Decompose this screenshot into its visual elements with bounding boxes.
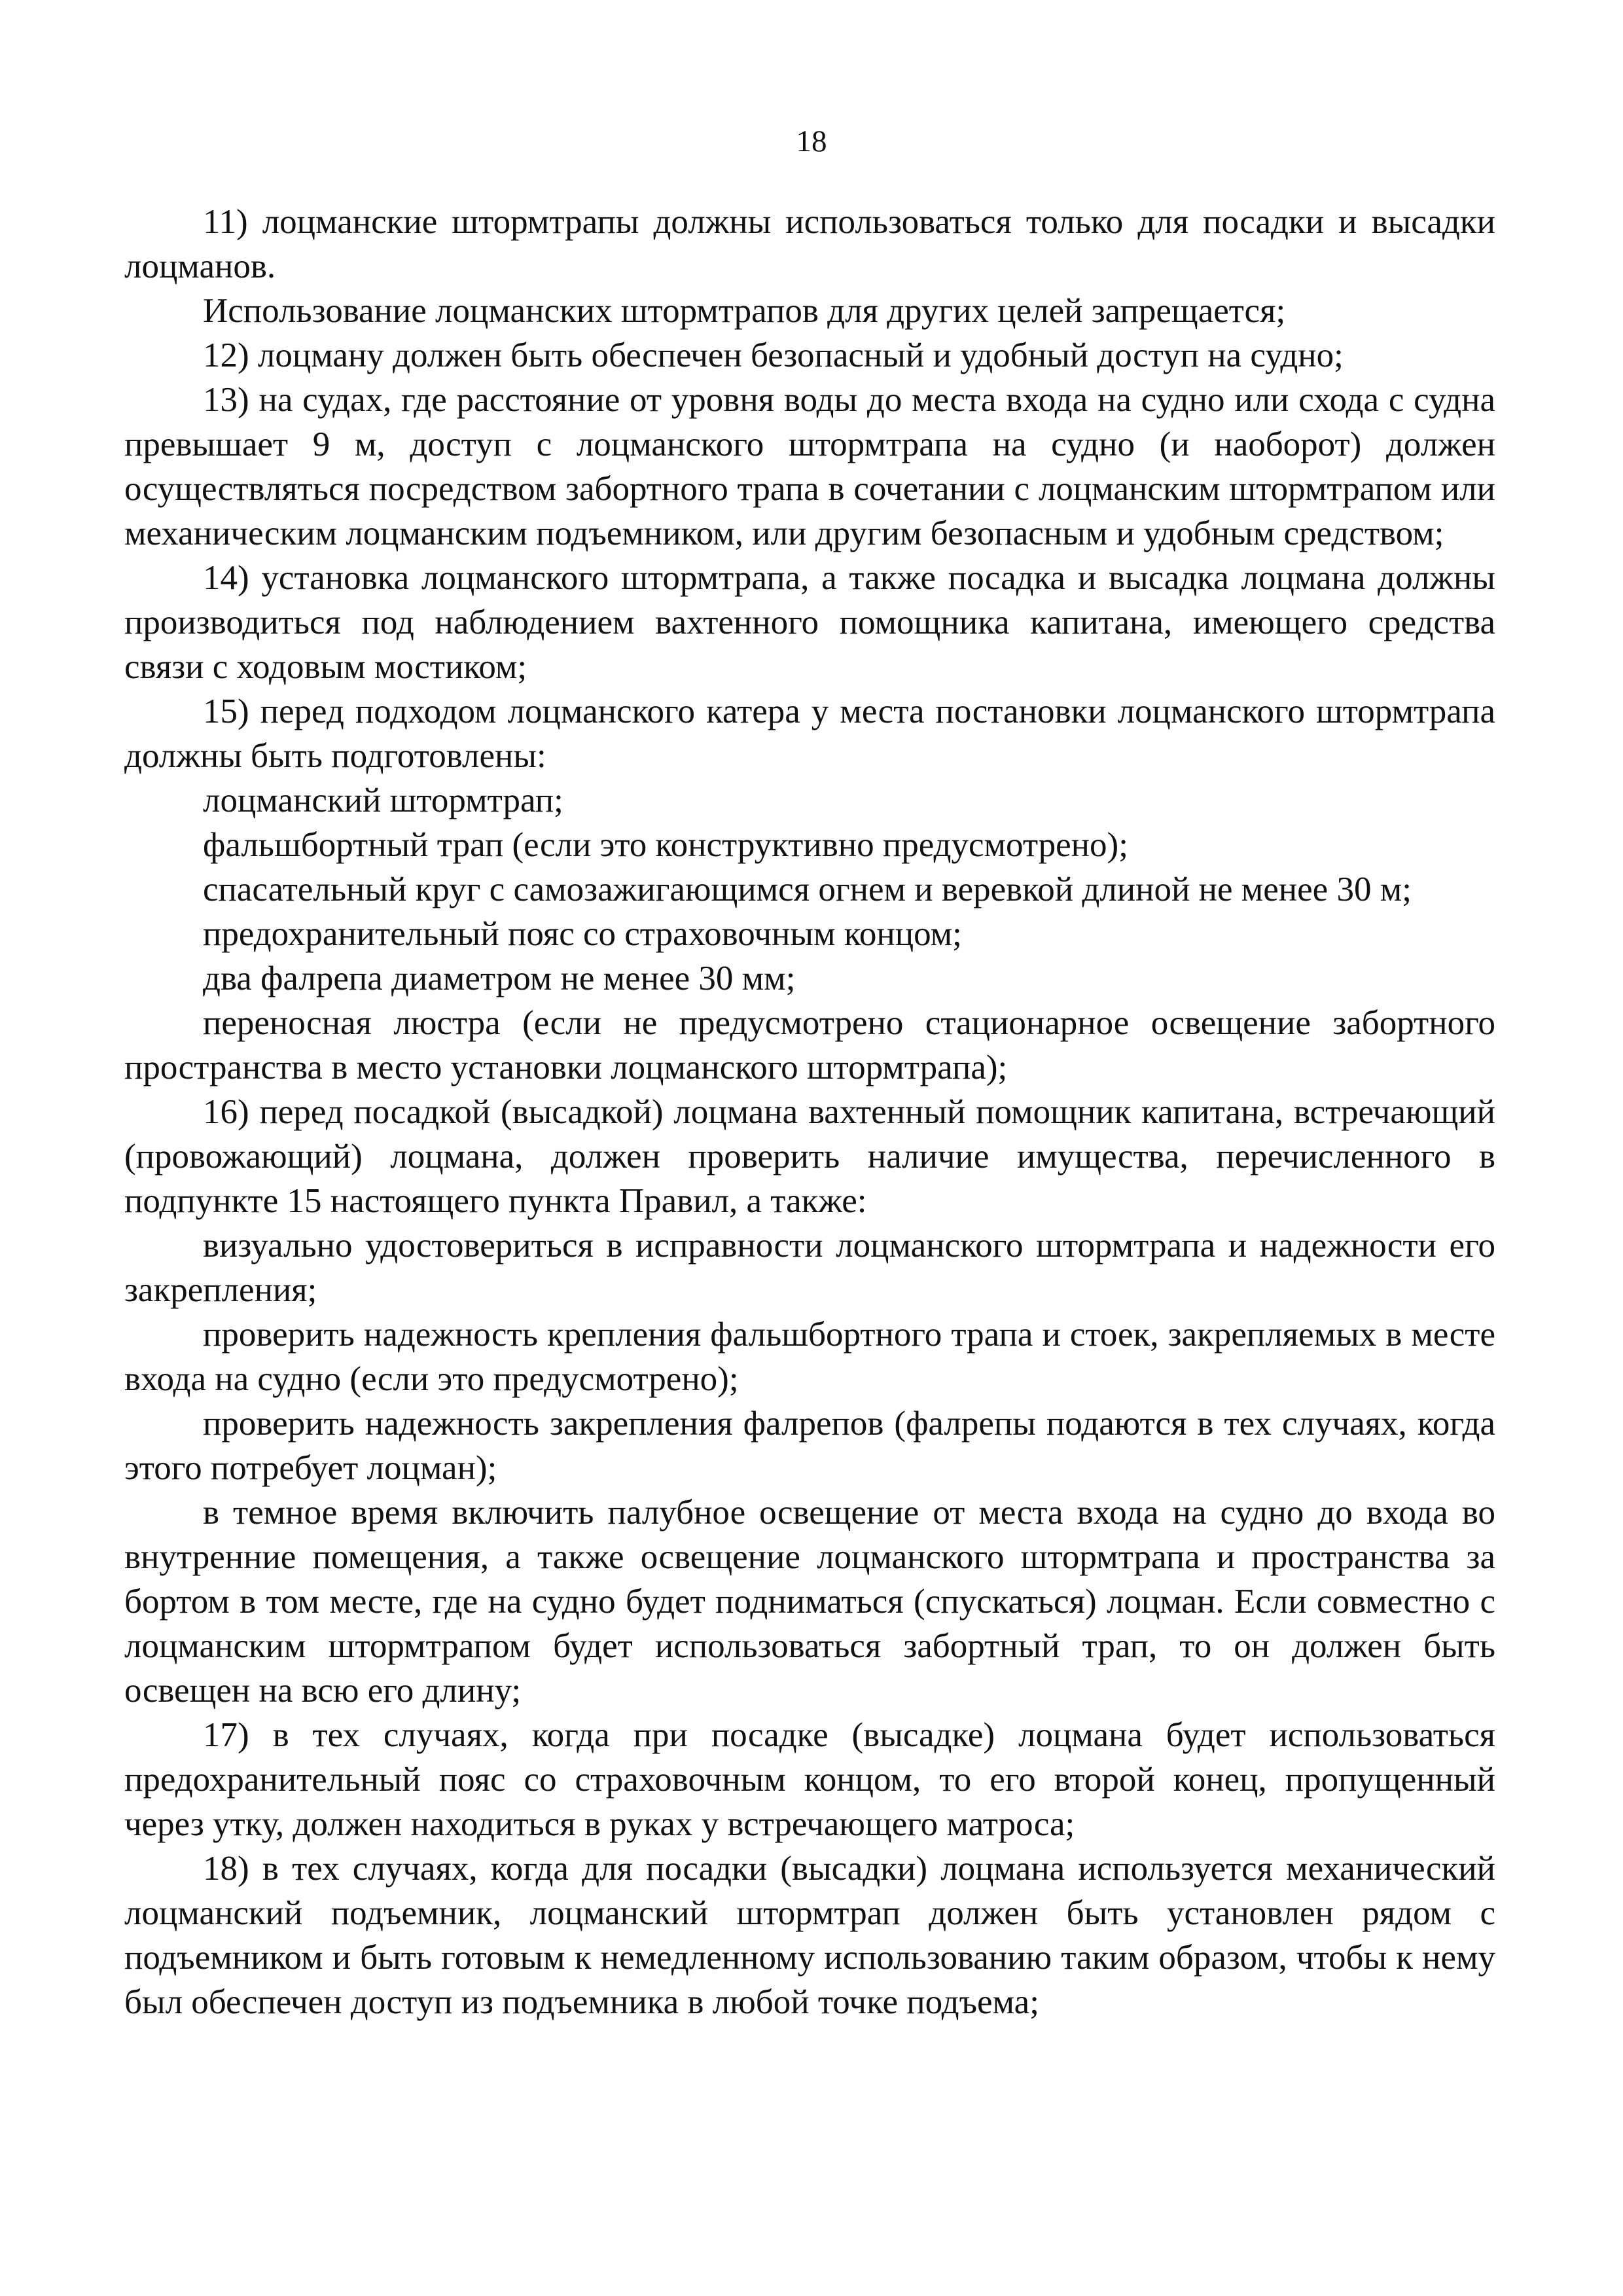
paragraph-12: 12) лоцману должен быть обеспечен безопасный и удобный доступ на судно; [203, 336, 1344, 374]
paragraph-11-restriction: Использование лоцманских штормтрапов для других целей запрещается; [203, 292, 1286, 330]
paragraph-18: 18) в тех случаях, когда для посадки (высадки) лоцмана используется механический лоцманский подъемник, лоцманский штормтрап должен быть установлен рядом с подъемником и быть готовым к немедленному использованию таким образом, чтобы к нему был обеспечен доступ из подъемника в любой точке подъема; [124, 1850, 1495, 2021]
paragraph-11: 11) лоцманские штормтрапы должны использоваться только для посадки и высадки лоцманов. [124, 203, 1495, 285]
list-item-pilot-ladder: лоцманский штормтрап; [203, 781, 563, 819]
page-number: 18 [796, 124, 827, 158]
paragraph-17: 17) в тех случаях, когда при посадке (высадке) лоцмана будет использоваться предохранительный пояс со страховочным концом, то его второй конец, пропущенный через утку, должен находиться в руках у встречающего матроса; [124, 1716, 1495, 1843]
check-bulwark-ladder: проверить надежность крепления фальшбортного трапа и стоек, закрепляемых в месте входа на судно (если это предусмотрено); [124, 1316, 1495, 1398]
list-item-lifebuoy: спасательный круг с самозажигающимся огнем и веревкой длиной не менее 30 м; [203, 870, 1412, 908]
night-lighting: в темное время включить палубное освещение от места входа на судно до входа во внутренние помещения, а также освещение лоцманского штормтрапа и пространства за бортом в том месте, где на судно будет подниматься (спускаться) лоцман. Если совместно с лоцманским штормтрапом будет использоваться забортный трап, то он должен быть освещен на всю его длину; [124, 1494, 1495, 1710]
list-item-portable-light: переносная люстра (если не предусмотрено стационарное освещение забортного пространства в место установки лоцманского штормтрапа); [124, 1004, 1495, 1086]
paragraph-15: 15) перед подходом лоцманского катера у места постановки лоцманского штормтрапа должны быть подготовлены: [124, 692, 1495, 775]
list-item-safety-belt: предохранительный пояс со страховочным концом; [203, 915, 962, 953]
list-item-man-ropes: два фалрепа диаметром не менее 30 мм; [203, 960, 796, 997]
check-man-ropes: проверить надежность закрепления фалрепов (фалрепы подаются в тех случаях, когда этого потребует лоцман); [124, 1405, 1495, 1487]
document-body [124, 200, 1495, 2024]
paragraph-16: 16) перед посадкой (высадкой) лоцмана вахтенный помощник капитана, встречающий (провожающий) лоцмана, должен проверить наличие имущества, перечисленного в подпункте 15 настоящего пункта Правил, а также: [124, 1093, 1495, 1220]
paragraph-13: 13) на судах, где расстояние от уровня воды до места входа на судно или схода с судна превышает 9 м, доступ с лоцманского штормтрапа на судно (и наоборот) должен осуществляться посредством забортного трапа в сочетании с лоцманским штормтрапом или механическим лоцманским подъемником, или другим безопасным и удобным средством; [124, 381, 1495, 552]
check-ladder-condition: визуально удостовериться в исправности лоцманского штормтрапа и надежности его закрепления; [124, 1227, 1495, 1309]
list-item-bulwark-ladder: фальшбортный трап (если это конструктивно предусмотрено); [203, 826, 1128, 864]
paragraph-14: 14) установка лоцманского штормтрапа, а также посадка и высадка лоцмана должны производиться под наблюдением вахтенного помощника капитана, имеющего средства связи с ходовым мостиком; [124, 559, 1495, 686]
